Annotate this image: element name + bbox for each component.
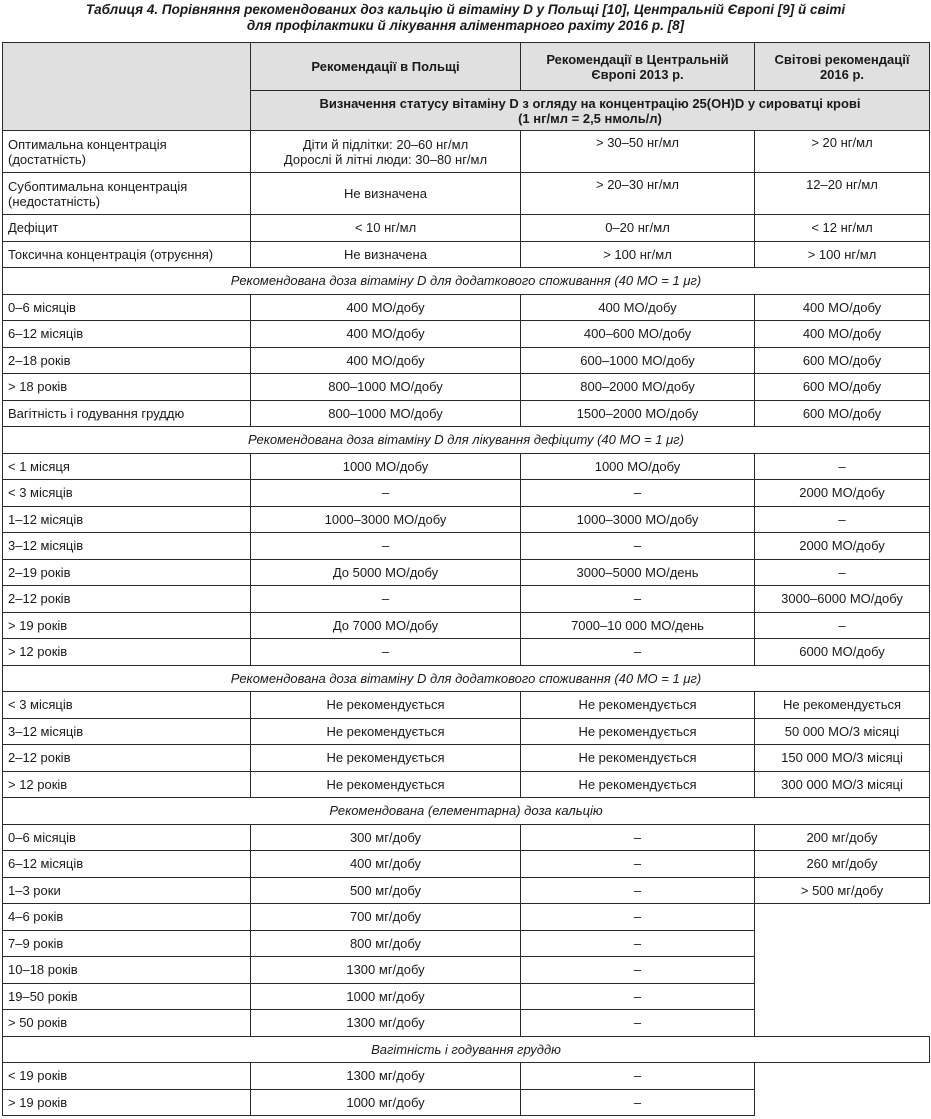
row-label: > 18 років (3, 374, 251, 401)
central-europe-value: 400–600 МО/добу (521, 321, 755, 348)
poland-value: 1000–3000 МО/добу (251, 506, 521, 533)
poland-value: – (251, 480, 521, 507)
row-label: Вагітність і годування груддю (3, 400, 251, 427)
poland-value: 700 мг/добу (251, 904, 521, 931)
world-value: – (755, 559, 930, 586)
poland-value: Не визначена (251, 173, 521, 215)
table-row (3, 1063, 930, 1090)
world-value: 12–20 нг/мл (755, 173, 930, 215)
header-central-europe: Рекомендації в Центральній Європі 2013 р. (521, 43, 755, 91)
row-label: 6–12 місяців (3, 321, 251, 348)
world-value: < 12 нг/мл (755, 215, 930, 242)
poland-value: 300 мг/добу (251, 824, 521, 851)
row-label: 6–12 місяців (3, 851, 251, 878)
central-europe-value: 1000 МО/добу (521, 453, 755, 480)
header-row (3, 43, 930, 91)
poland-value: 1300 мг/добу (251, 1010, 521, 1037)
world-value: > 20 нг/мл (755, 131, 930, 173)
central-europe-value: – (521, 1010, 755, 1037)
world-value: 400 МО/добу (755, 294, 930, 321)
world-value (755, 983, 930, 1010)
row-label: 7–9 років (3, 930, 251, 957)
central-europe-value: > 100 нг/мл (521, 241, 755, 268)
central-europe-value: 800–2000 МО/добу (521, 374, 755, 401)
poland-value: До 5000 МО/добу (251, 559, 521, 586)
table-row (3, 347, 930, 374)
table-row (3, 877, 930, 904)
world-value (755, 1063, 930, 1090)
row-label: > 50 років (3, 1010, 251, 1037)
central-europe-value: 3000–5000 МО/день (521, 559, 755, 586)
central-europe-value: – (521, 851, 755, 878)
row-label: > 19 років (3, 1089, 251, 1116)
poland-value: 500 мг/добу (251, 877, 521, 904)
row-label: 2–12 років (3, 745, 251, 772)
caption-line-1: Таблиця 4. Порівняння рекомендованих доз кальцію й вітаміну D у Польщі [10], Центральній Європі [9] й світі (85, 2, 846, 17)
section-title: Рекомендована доза вітаміну D для додаткового споживання (40 МО = 1 μг) (3, 665, 930, 692)
table-row (3, 692, 930, 719)
row-label: < 19 років (3, 1063, 251, 1090)
central-europe-value: 1500–2000 МО/добу (521, 400, 755, 427)
section-header-row (3, 1036, 930, 1063)
central-europe-value: – (521, 480, 755, 507)
poland-value: 800 мг/добу (251, 930, 521, 957)
poland-value: Не визначена (251, 241, 521, 268)
table-row (3, 453, 930, 480)
row-label: < 1 місяця (3, 453, 251, 480)
row-label: < 3 місяців (3, 480, 251, 507)
central-europe-value: > 30–50 нг/мл (521, 131, 755, 173)
central-europe-value: – (521, 904, 755, 931)
table-row (3, 321, 930, 348)
world-value: 600 МО/добу (755, 374, 930, 401)
central-europe-value: – (521, 1063, 755, 1090)
table-row (3, 612, 930, 639)
section-title: Рекомендована доза вітаміну D для додаткового споживання (40 МО = 1 μг) (3, 268, 930, 295)
world-value: 260 мг/добу (755, 851, 930, 878)
central-europe-value: 0–20 нг/мл (521, 215, 755, 242)
poland-value: 1000 МО/добу (251, 453, 521, 480)
central-europe-value: > 20–30 нг/мл (521, 173, 755, 215)
row-label: 3–12 місяців (3, 533, 251, 560)
poland-value: 400 МО/добу (251, 294, 521, 321)
table-row (3, 374, 930, 401)
central-europe-value: 600–1000 МО/добу (521, 347, 755, 374)
world-value: > 100 нг/мл (755, 241, 930, 268)
poland-value: Не рекомендується (251, 745, 521, 772)
world-value (755, 1010, 930, 1037)
table-caption (0, 2, 931, 34)
table-row (3, 745, 930, 772)
row-label: > 12 років (3, 639, 251, 666)
world-value: > 500 мг/добу (755, 877, 930, 904)
status-header-cell: Визначення статусу вітаміну D з огляду на концентрацію 25(OH)D у сироватці крові (1 нг/мл = 2,5 нмоль/л) (251, 91, 930, 131)
poland-value: До 7000 МО/добу (251, 612, 521, 639)
central-europe-value: – (521, 824, 755, 851)
row-label: 2–12 років (3, 586, 251, 613)
row-label: 1–3 роки (3, 877, 251, 904)
world-value: 6000 МО/добу (755, 639, 930, 666)
poland-value: 1000 мг/добу (251, 983, 521, 1010)
world-value: 600 МО/добу (755, 347, 930, 374)
row-label: 2–18 років (3, 347, 251, 374)
world-value: – (755, 506, 930, 533)
world-value: Не рекомендується (755, 692, 930, 719)
poland-value: 800–1000 МО/добу (251, 374, 521, 401)
table-row (3, 771, 930, 798)
comparison-table (2, 42, 930, 1116)
header-world: Світові рекомендації 2016 р. (755, 43, 930, 91)
status-row (3, 215, 930, 242)
table-row (3, 957, 930, 984)
world-value (755, 957, 930, 984)
table-row (3, 639, 930, 666)
table-row (3, 983, 930, 1010)
row-label: 19–50 років (3, 983, 251, 1010)
world-value: 600 МО/добу (755, 400, 930, 427)
table-row (3, 294, 930, 321)
central-europe-value: – (521, 586, 755, 613)
row-label: > 12 років (3, 771, 251, 798)
status-row (3, 173, 930, 215)
section-title: Рекомендована (елементарна) доза кальцію (3, 798, 930, 825)
world-value (755, 1089, 930, 1116)
section-header-row (3, 427, 930, 454)
central-europe-value: – (521, 930, 755, 957)
row-label: > 19 років (3, 612, 251, 639)
poland-value: < 10 нг/мл (251, 215, 521, 242)
central-europe-value: 400 МО/добу (521, 294, 755, 321)
table-row (3, 559, 930, 586)
poland-value: 1000 мг/добу (251, 1089, 521, 1116)
world-value: 300 000 МО/3 місяці (755, 771, 930, 798)
header-empty-cell (3, 43, 251, 131)
central-europe-value: 7000–10 000 МО/день (521, 612, 755, 639)
central-europe-value: Не рекомендується (521, 745, 755, 772)
row-label: < 3 місяців (3, 692, 251, 719)
central-europe-value: Не рекомендується (521, 718, 755, 745)
row-label: 10–18 років (3, 957, 251, 984)
row-label: 0–6 місяців (3, 824, 251, 851)
world-value (755, 904, 930, 931)
table-row (3, 1089, 930, 1116)
poland-value: Діти й підлітки: 20–60 нг/мл Дорослі й літні люди: 30–80 нг/мл (251, 131, 521, 173)
table-row (3, 851, 930, 878)
section-header-row (3, 798, 930, 825)
central-europe-value: Не рекомендується (521, 692, 755, 719)
central-europe-value: – (521, 957, 755, 984)
table-row (3, 400, 930, 427)
poland-value: 1300 мг/добу (251, 957, 521, 984)
row-label: Дефіцит (3, 215, 251, 242)
caption-line-2: для профілактики й лікування аліментарного рахіту 2016 р. [8] (246, 18, 685, 33)
central-europe-value: – (521, 983, 755, 1010)
poland-value: – (251, 639, 521, 666)
status-row (3, 241, 930, 268)
poland-value: – (251, 586, 521, 613)
world-value: 150 000 МО/3 місяці (755, 745, 930, 772)
table-row (3, 718, 930, 745)
row-label: Оптимальна концентрація (достатність) (3, 131, 251, 173)
poland-value: – (251, 533, 521, 560)
table-row (3, 904, 930, 931)
central-europe-value: – (521, 639, 755, 666)
row-label: 2–19 років (3, 559, 251, 586)
table-row (3, 824, 930, 851)
table-row (3, 1010, 930, 1037)
world-value (755, 930, 930, 957)
poland-value: 400 МО/добу (251, 321, 521, 348)
poland-value: 400 МО/добу (251, 347, 521, 374)
world-value: 2000 МО/добу (755, 533, 930, 560)
central-europe-value: 1000–3000 МО/добу (521, 506, 755, 533)
row-label: 1–12 місяців (3, 506, 251, 533)
table-row (3, 533, 930, 560)
section-header-row (3, 268, 930, 295)
world-value: – (755, 453, 930, 480)
row-label: Субоптимальна концентрація (недостатність) (3, 173, 251, 215)
poland-value: Не рекомендується (251, 718, 521, 745)
world-value: – (755, 612, 930, 639)
status-row (3, 131, 930, 173)
row-label: Токсична концентрація (отруєння) (3, 241, 251, 268)
poland-value: Не рекомендується (251, 771, 521, 798)
world-value: 400 МО/добу (755, 321, 930, 348)
world-value: 50 000 МО/3 місяці (755, 718, 930, 745)
table-row (3, 480, 930, 507)
poland-value: 800–1000 МО/добу (251, 400, 521, 427)
table-row (3, 586, 930, 613)
row-label: 4–6 років (3, 904, 251, 931)
world-value: 2000 МО/добу (755, 480, 930, 507)
section-title: Вагітність і годування груддю (3, 1036, 930, 1063)
poland-value: 400 мг/добу (251, 851, 521, 878)
central-europe-value: – (521, 877, 755, 904)
row-label: 0–6 місяців (3, 294, 251, 321)
table-row (3, 506, 930, 533)
central-europe-value: – (521, 1089, 755, 1116)
central-europe-value: Не рекомендується (521, 771, 755, 798)
world-value: 200 мг/добу (755, 824, 930, 851)
world-value: 3000–6000 МО/добу (755, 586, 930, 613)
poland-value: 1300 мг/добу (251, 1063, 521, 1090)
section-header-row (3, 665, 930, 692)
table-row (3, 930, 930, 957)
poland-value: Не рекомендується (251, 692, 521, 719)
central-europe-value: – (521, 533, 755, 560)
section-title: Рекомендована доза вітаміну D для лікування дефіциту (40 МО = 1 μг) (3, 427, 930, 454)
row-label: 3–12 місяців (3, 718, 251, 745)
header-poland: Рекомендації в Польщі (251, 43, 521, 91)
